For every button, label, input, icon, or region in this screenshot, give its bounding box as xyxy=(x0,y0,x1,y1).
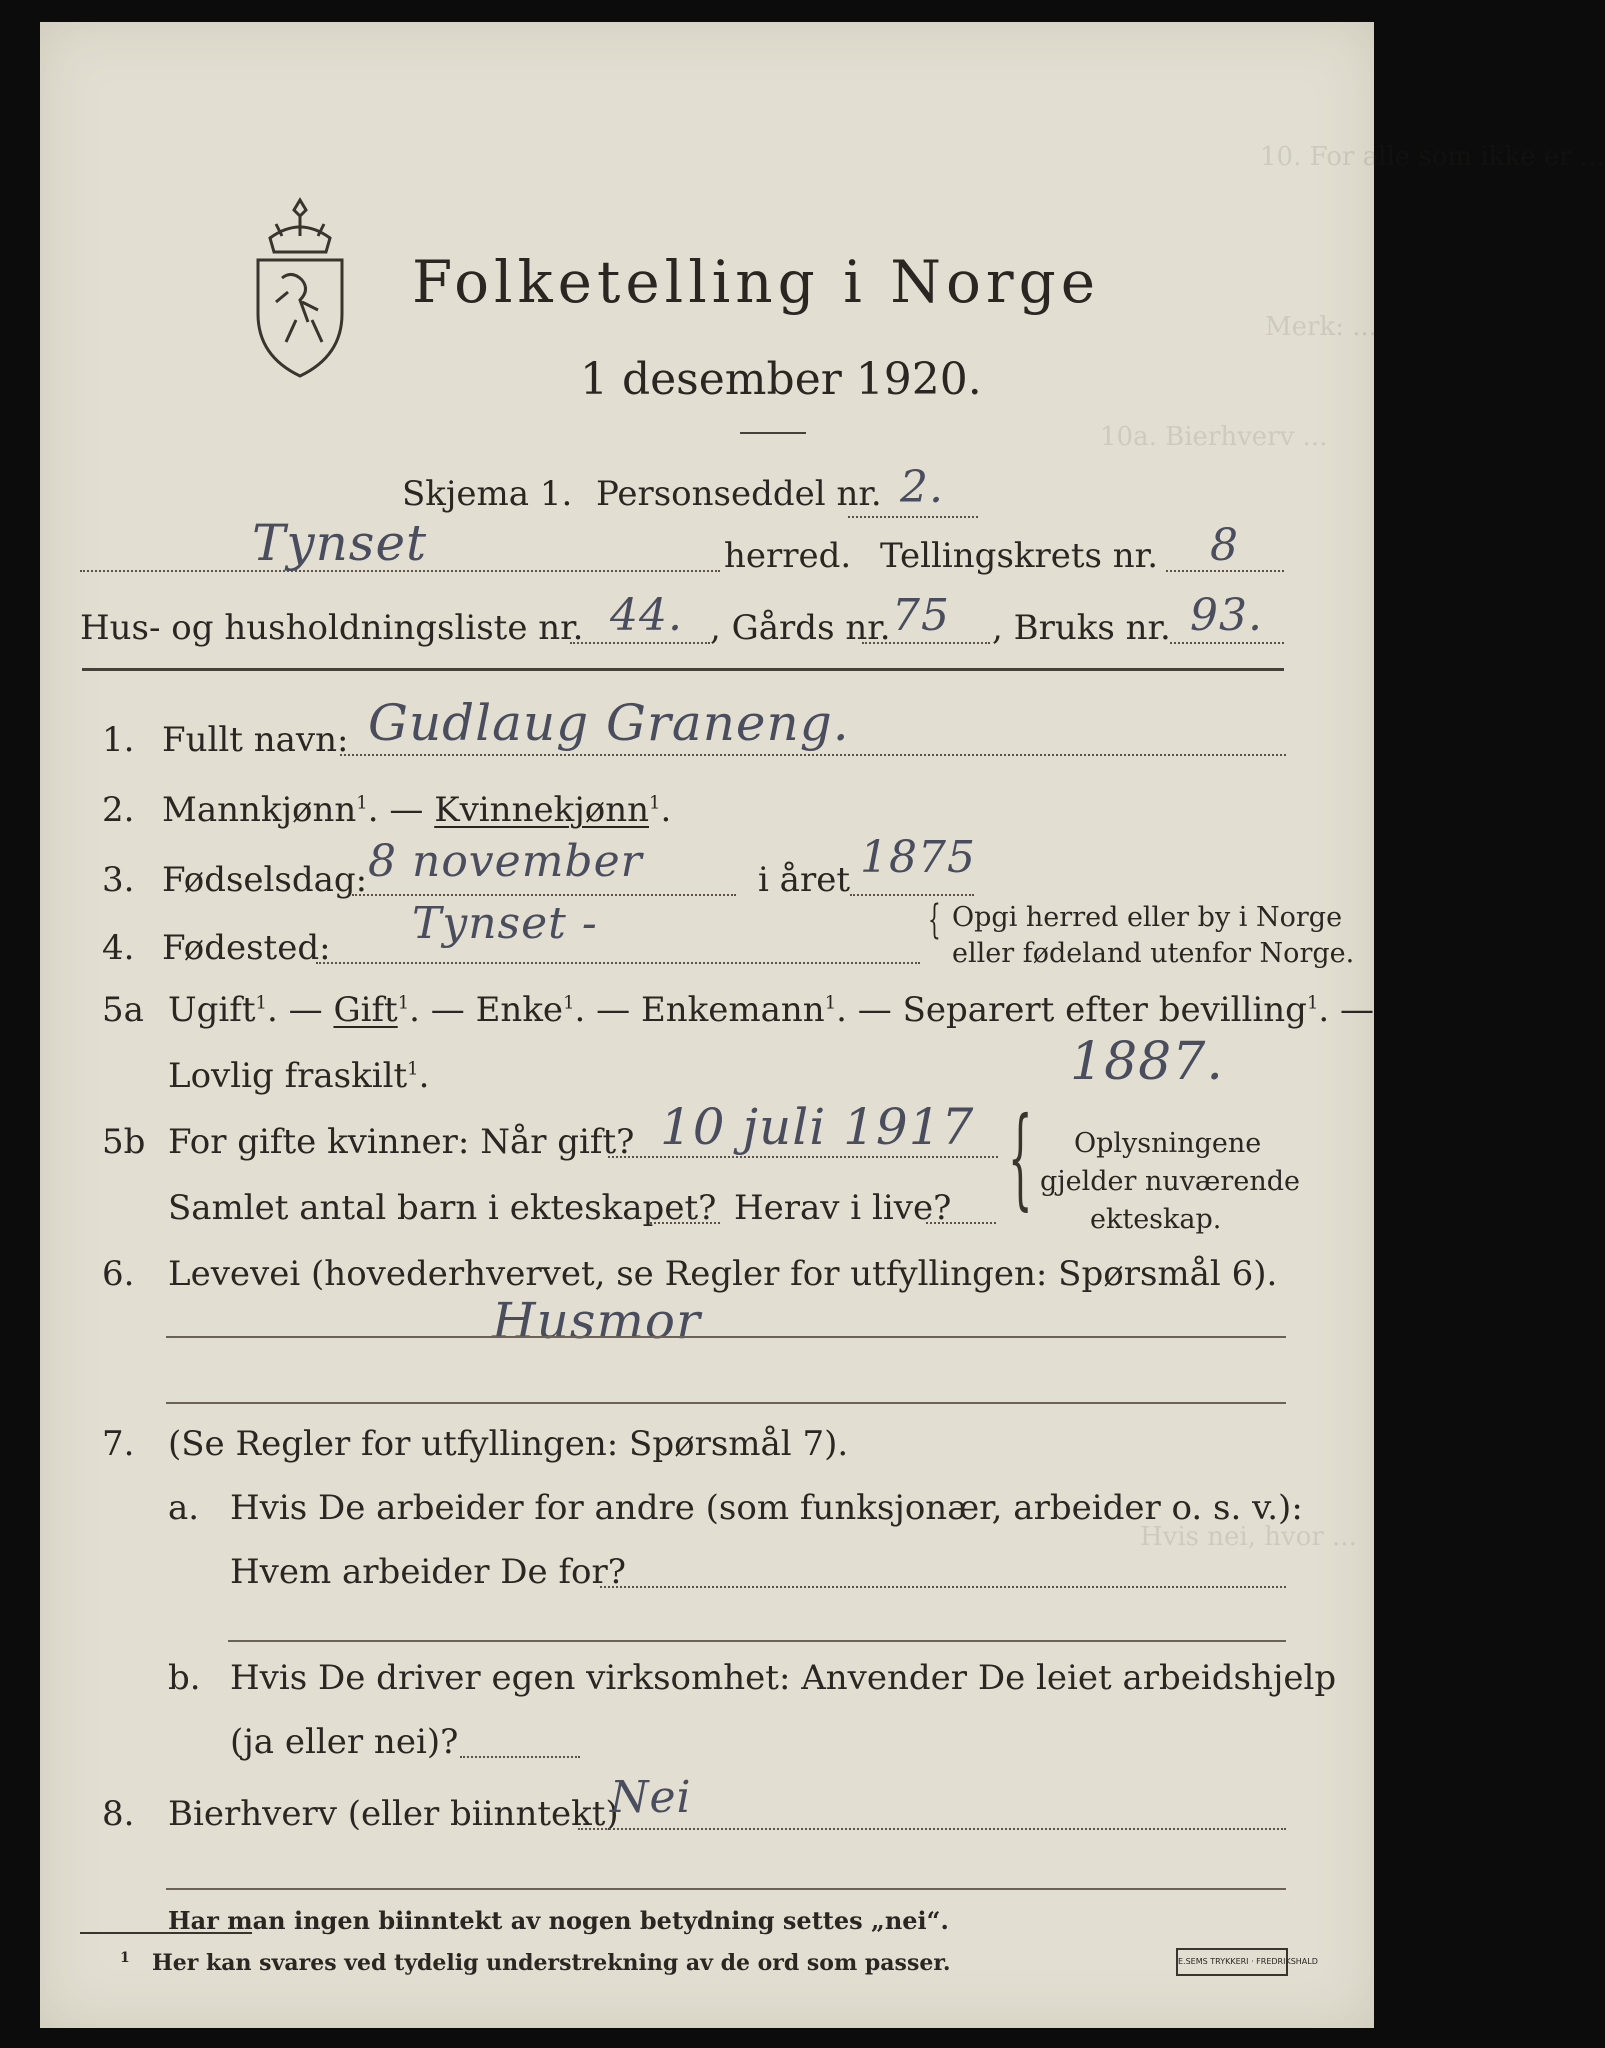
bruks-value: 93. xyxy=(1190,590,1263,641)
q5a-annotation: 1887. xyxy=(1070,1032,1224,1092)
q7b-number: b. xyxy=(168,1658,201,1698)
footnote-ref: 1 xyxy=(255,992,267,1014)
q6-number: 6. xyxy=(102,1254,135,1294)
q8-number: 8. xyxy=(102,1794,135,1834)
q6-line-1 xyxy=(166,1336,1286,1338)
q8-label: Bierhverv (eller biinntekt) xyxy=(168,1794,619,1834)
q4-number: 4. xyxy=(102,928,135,968)
q5b-value: 10 juli 1917 xyxy=(660,1098,975,1156)
q4-note-1: Opgi herred eller by i Norge xyxy=(952,902,1343,933)
footnote-text: Her kan svares ved tydelig understrekning av de ord som passer. xyxy=(152,1950,951,1976)
skjema-label: Skjema 1. xyxy=(402,474,573,514)
q5b-live-line xyxy=(926,1222,996,1224)
q7a-line-2 xyxy=(228,1640,1286,1642)
q5b-live-label: Herav i live? xyxy=(734,1188,952,1228)
gards-line xyxy=(862,642,990,644)
personseddel-line xyxy=(848,516,978,518)
q5b-note-3: ekteskap. xyxy=(1090,1204,1222,1235)
q5b-note-2: gjelder nuværende xyxy=(1040,1166,1300,1197)
q1-line xyxy=(340,754,1286,756)
q8-line-2 xyxy=(166,1888,1286,1890)
footnote-ref: 1 xyxy=(397,992,410,1014)
q5b-number: 5b xyxy=(102,1122,146,1162)
ugift-option[interactable]: Ugift xyxy=(168,990,256,1030)
q3-line xyxy=(352,894,736,896)
separator: . xyxy=(660,790,672,830)
q5a-options: Ugift$^1$. — Gift$^1$. — Enke$^1$. — Enkemann$^1$. — Separert efter bevilling$^1$. — xyxy=(168,990,1375,1030)
q5a-options-2: Lovlig fraskilt$^1$. xyxy=(168,1056,430,1096)
tellingskrets-label: Tellingskrets nr. xyxy=(880,536,1159,576)
q7b-text: Hvis De driver egen virksomhet: Anvender De leiet arbeidshjelp xyxy=(230,1658,1337,1698)
form-title: Folketelling i Norge xyxy=(412,248,1101,316)
q7a-line xyxy=(600,1586,1286,1588)
herred-label: herred. xyxy=(724,536,852,576)
bruks-line xyxy=(1170,642,1284,644)
footnote-ref: 1 xyxy=(407,1058,419,1080)
printer-mark: E.SEMS TRYKKERI · FREDRIKSHALD xyxy=(1176,1948,1288,1976)
q3-year-line xyxy=(850,894,974,896)
footnote-ref: 1 xyxy=(649,792,661,814)
q5b-brace: { xyxy=(1008,1093,1033,1221)
q7a-number: a. xyxy=(168,1488,200,1528)
footnote-mark: 1 xyxy=(120,1950,130,1966)
q7-label: (Se Regler for utfyllingen: Spørsmål 7). xyxy=(168,1424,849,1464)
kvinnekjonn-option[interactable]: Kvinnekjønn xyxy=(434,790,649,830)
q3-year-label: i året xyxy=(758,860,850,900)
norway-coat-of-arms-icon xyxy=(246,194,354,384)
mannkjonn-option[interactable]: Mannkjønn xyxy=(162,790,357,830)
herred-value: Tynset xyxy=(252,514,428,572)
q6-value: Husmor xyxy=(492,1292,701,1350)
q3-label: Fødselsdag: xyxy=(162,860,368,900)
q7a-question: Hvem arbeider De for? xyxy=(230,1552,626,1592)
gards-value: 75 xyxy=(892,590,950,641)
q8-line xyxy=(578,1828,1286,1830)
husholdning-label: Hus- og husholdningsliste nr. xyxy=(80,608,584,648)
q2-number: 2. xyxy=(102,790,135,830)
q5b-note-1: Oplysningene xyxy=(1074,1128,1262,1159)
header-divider xyxy=(82,668,1284,671)
q1-number: 1. xyxy=(102,720,135,760)
footnote-ref: 1 xyxy=(563,992,575,1014)
personseddel-value: 2. xyxy=(900,462,944,513)
tellingskrets-value: 8 xyxy=(1210,520,1239,571)
q4-note-2: eller fødeland utenfor Norge. xyxy=(952,938,1355,969)
q7-number: 7. xyxy=(102,1424,135,1464)
q7a-text: Hvis De arbeider for andre (som funksjonær, arbeider o. s. v.): xyxy=(230,1488,1303,1528)
q5a-number: 5a xyxy=(102,990,144,1030)
bruks-label: , Bruks nr. xyxy=(992,608,1171,648)
q4-brace: { xyxy=(928,897,941,943)
enkemann-option[interactable]: Enkemann xyxy=(640,990,825,1030)
q4-label: Fødested: xyxy=(162,928,331,968)
enke-option[interactable]: Enke xyxy=(475,990,564,1030)
footnote-ref: 1 xyxy=(356,792,368,814)
q3-year-value: 1875 xyxy=(860,832,976,883)
q7b-line xyxy=(460,1756,580,1758)
form-date: 1 desember 1920. xyxy=(580,354,982,405)
personseddel-label: Personseddel nr. xyxy=(596,474,882,514)
q2-options xyxy=(162,790,671,830)
footnote-divider xyxy=(80,1932,252,1934)
q6-label: Levevei (hovederhvervet, se Regler for utfyllingen: Spørsmål 6). xyxy=(168,1254,1278,1294)
lovlig-fraskilt-option[interactable]: Lovlig fraskilt xyxy=(168,1056,408,1096)
separator: . — xyxy=(367,790,435,830)
separert-option[interactable]: Separert efter bevilling xyxy=(902,990,1307,1030)
title-divider xyxy=(740,432,806,434)
q5b-barn-label: Samlet antal barn i ekteskapet? xyxy=(168,1188,717,1228)
q4-value: Tynset - xyxy=(412,898,598,949)
q4-line xyxy=(316,962,920,964)
q6-line-2 xyxy=(166,1402,1286,1404)
q5b-line xyxy=(608,1156,998,1158)
q1-label: Fullt navn: xyxy=(162,720,349,760)
q5b-label: For gifte kvinner: Når gift? xyxy=(168,1122,635,1162)
footer-note: Har man ingen biinntekt av nogen betydning settes „nei“. xyxy=(168,1906,949,1935)
footnote-ref: 1 xyxy=(824,992,837,1014)
q7b-question: (ja eller nei)? xyxy=(230,1722,459,1762)
q3-value: 8 november xyxy=(368,836,643,887)
footnote-ref: 1 xyxy=(1306,992,1319,1014)
husholdning-value: 44. xyxy=(610,590,683,641)
q1-value: Gudlaug Graneng. xyxy=(368,694,850,752)
q5b-barn-line xyxy=(650,1222,720,1224)
gift-option[interactable]: Gift xyxy=(333,990,398,1030)
census-form-sheet: 10. For alle som ikke er ... Merk: ... 10a. Bierhverv ... Hvis nei, hvor ... Folketelling i Norge 1 desember 1920. Skjema 1. Personseddel nr. 2. Tynset herred. Tellingskrets nr. 8 Hus- og husholdningsliste nr. 44. , Gårds nr. 75 , Bruks nr. 93. 1. Fullt navn: Gudlaug Graneng. 2. Mannkjønn$^1$. — Kvinnekjønn$^1$. 3. Fødselsdag: 8 november i året 1875 4. Fødested: Tynset - { Opgi herred eller by i Norge eller fødeland utenfor Norge. 5a Ugift$^1$. — Gift$^1$. — Enke$^1$. — Enkemann$^1$. — Separert efter bevilling$^1$. — Lovlig fraskilt$^1$. 1887. 5b For gifte kvinner: Når gift? 10 juli 1917 Samlet antal barn i ekteskapet? Herav i live? { Oplysningene gjelder nuværende ekteskap. 6. Levevei (hovederhvervet, se Regler for utfyllingen: Spørsmål 6). Husmor 7. (Se Regler for utfyllingen: Spørsmål 7). a. Hvis De arbeider for andre (som funksjonær, arbeider o. s. v.): Hvem arbeider De for? b. Hvis De driver egen virksomhet: Anvender De leiet arbeidshjelp (ja eller nei)? 8. Bierhverv (eller biinntekt) Nei Har man ingen biinntekt av nogen betydning settes „nei“. 1 Her kan svares ved tydelig understrekning av de ord som passer. E.SEMS TRYKKERI · FREDRIKSHALD xyxy=(40,22,1374,2028)
q8-value: Nei xyxy=(610,1772,692,1823)
husholdning-line xyxy=(570,642,710,644)
q3-number: 3. xyxy=(102,860,135,900)
gards-label: , Gårds nr. xyxy=(710,608,891,648)
